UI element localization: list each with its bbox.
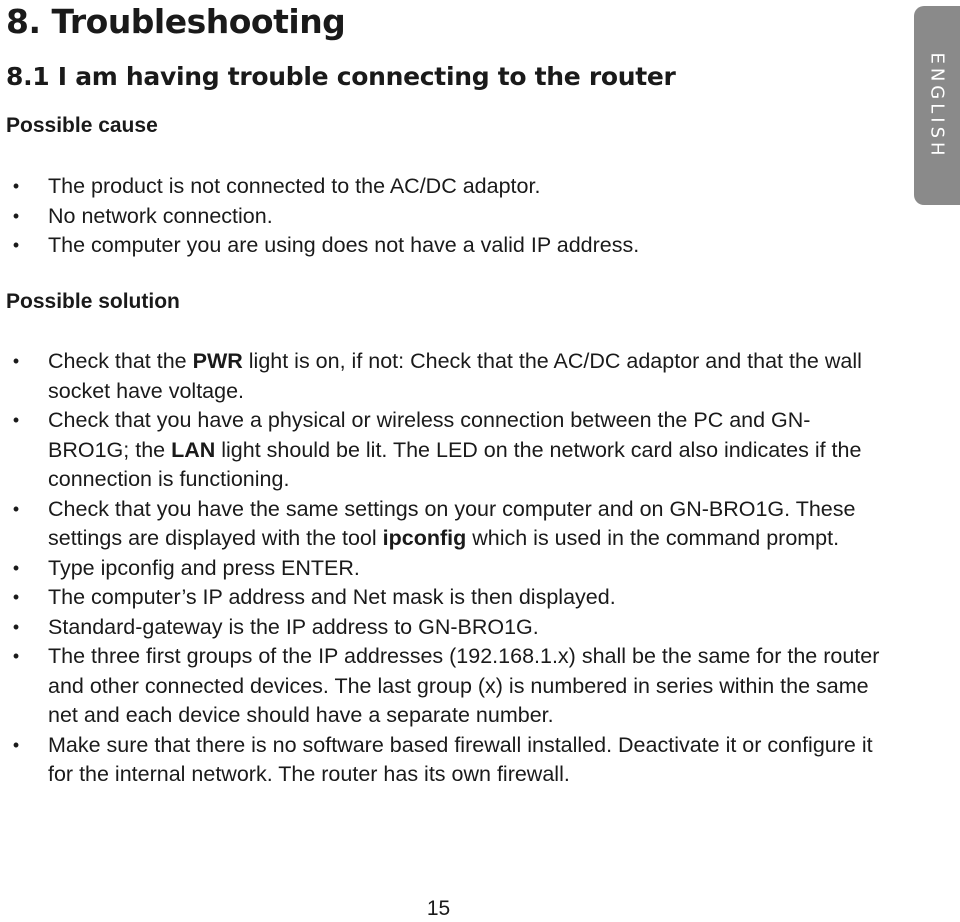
bullet-icon: • (12, 646, 20, 666)
solution-list (0, 347, 880, 790)
possible-cause-label: Possible cause (6, 114, 158, 137)
list-item: • Standard-gateway is the IP address to GN-BRO1G. (0, 613, 880, 643)
page-heading: 8. Troubleshooting (6, 2, 346, 41)
bullet-icon: • (12, 410, 20, 430)
language-tab-label: ENGLISH (926, 51, 948, 160)
list-item: • No network connection. (0, 202, 880, 232)
list-item: • Check that you have a physical or wireless connection between the PC and GN-BRO1G; the LAN light should be lit. The LED on the network card also indicates if the connection is functioning. (0, 406, 880, 495)
bullet-icon: • (12, 587, 20, 607)
bullet-icon: • (12, 235, 20, 255)
list-item: • Type ipconfig and press ENTER. (0, 554, 880, 584)
bullet-icon: • (12, 351, 20, 371)
list-item: • The computer you are using does not have a valid IP address. (0, 231, 880, 261)
bullet-icon: • (12, 176, 20, 196)
list-item: • The product is not connected to the AC/DC adaptor. (0, 172, 880, 202)
bullet-icon: • (12, 557, 20, 578)
list-item: • Check that the PWR light is on, if not: Check that the AC/DC adaptor and that the wall socket have voltage. (0, 347, 880, 406)
section-heading: 8.1 I am having trouble connecting to the router (6, 62, 676, 91)
bullet-icon: • (12, 498, 20, 519)
bullet-icon: • (12, 205, 20, 226)
page-number: 15 (426, 897, 451, 920)
bullet-icon: • (12, 616, 20, 637)
cause-list (0, 172, 880, 261)
possible-solution-label: Possible solution (6, 290, 180, 313)
list-item: • The three first groups of the IP addresses (192.168.1.x) shall be the same for the router and other connected devices. The last group (x) is numbered in series within the same net and each device should have a separate number. (0, 642, 880, 731)
list-item: • The computer’s IP address and Net mask is then displayed. (0, 583, 880, 613)
list-item: • Make sure that there is no software based firewall installed. Deactivate it or configure it for the internal network. The router has its own firewall. (0, 731, 880, 790)
language-tab (914, 6, 960, 205)
list-item: • Check that you have the same settings on your computer and on GN-BRO1G. These settings are displayed with the tool ipconfig which is used in the command prompt. (0, 495, 880, 554)
bullet-icon: • (12, 734, 20, 755)
